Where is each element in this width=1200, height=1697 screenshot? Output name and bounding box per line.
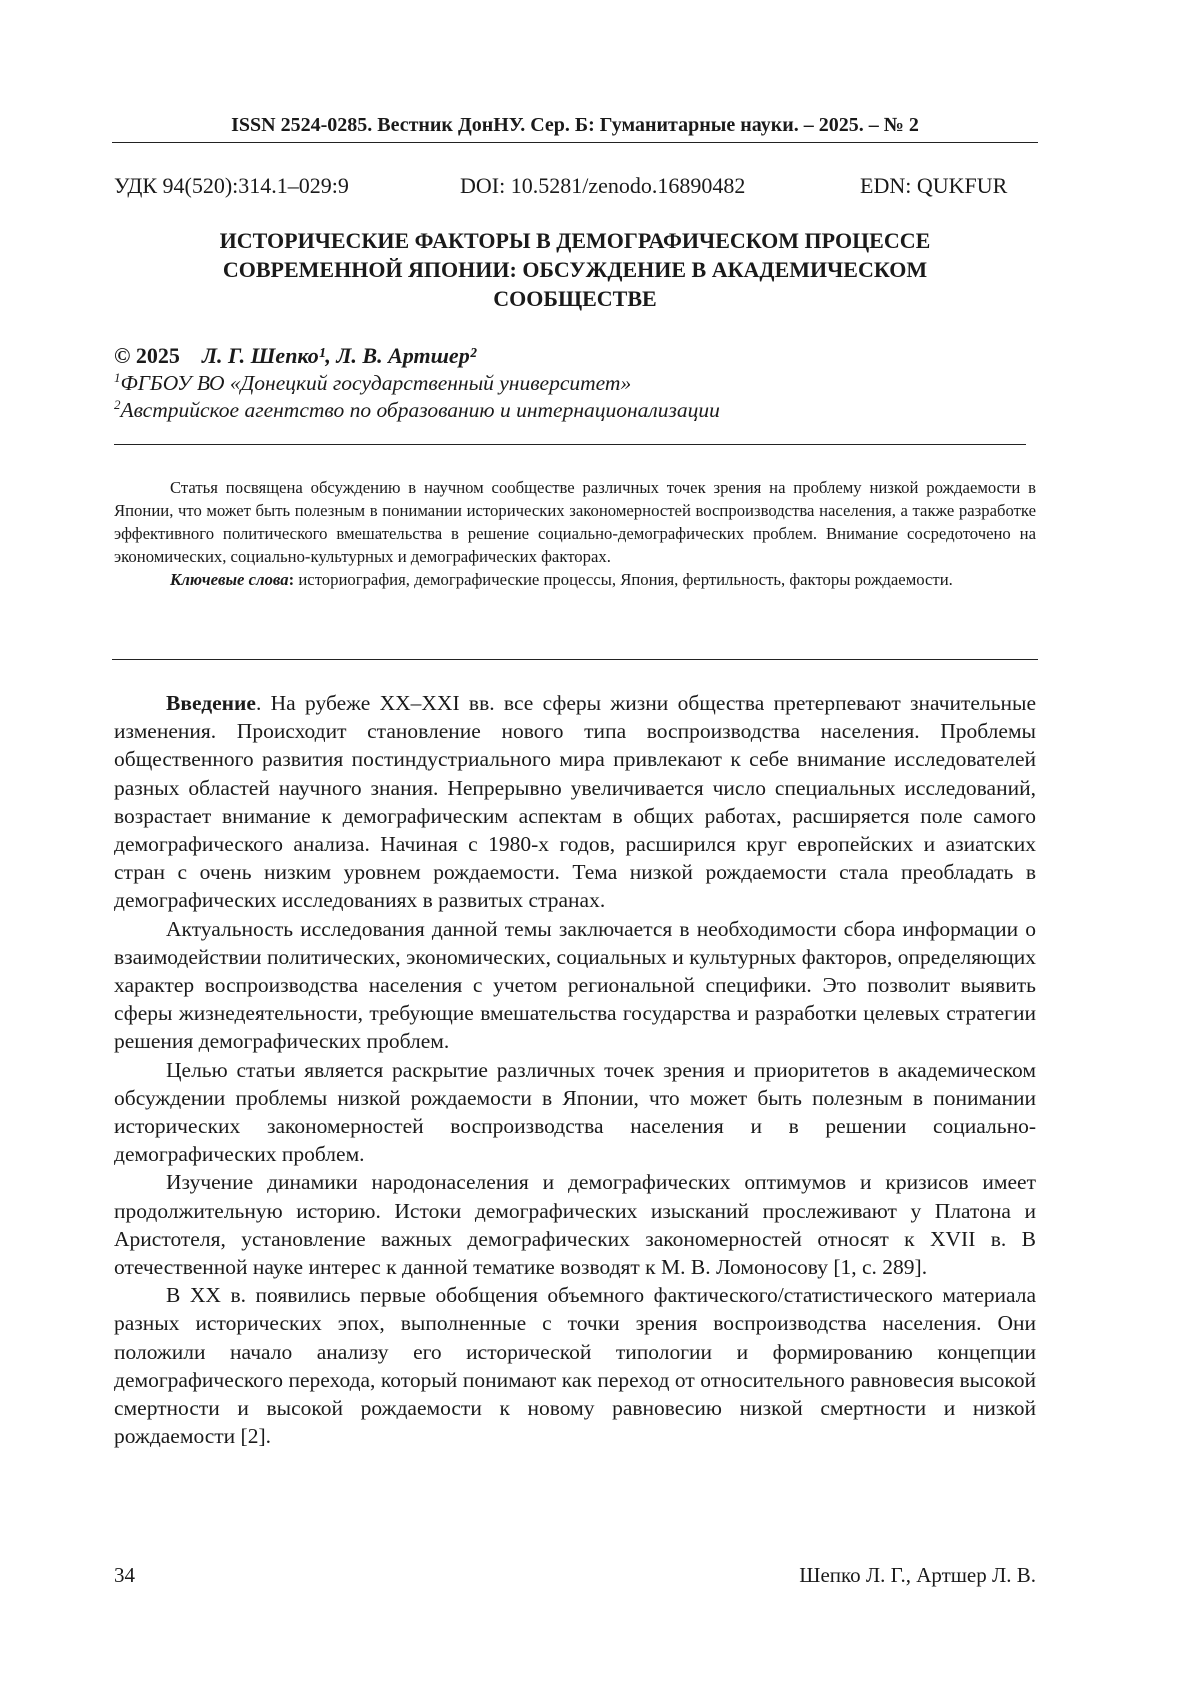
authors-rule: [114, 444, 1026, 445]
article-body: [114, 689, 1036, 1450]
article-title: ИСТОРИЧЕСКИЕ ФАКТОРЫ В ДЕМОГРАФИЧЕСКОМ ПРОЦЕССЕ СОВРЕМЕННОЙ ЯПОНИИ: ОБСУЖДЕНИЕ В АКАДЕМИЧЕСКОМ СООБЩЕСТВЕ: [219, 228, 931, 311]
copyright-year: © 2025: [114, 343, 180, 368]
affiliation-2: [114, 397, 720, 423]
doi: DOI: 10.5281/zenodo.16890482: [460, 173, 746, 198]
paragraph-2: Актуальность исследования данной темы заключается в необходимости сбора информации о взаимодействии политических, экономических, социальных и культурных факторов, определяющих характер воспроизводства населения с учетом региональной специфики. Это позволит выявить сферы жизнедеятельности, требующие вмешательства государства и разработки целевых стратегии решения демографических проблем.: [114, 916, 1036, 1054]
abstract: [114, 476, 1036, 591]
introduction-label: Введение: [166, 691, 256, 715]
paragraph-4: Изучение динамики народонаселения и демографических оптимумов и кризисов имеет продолжительную историю. Истоки демографических изысканий прослеживают у Платона и Аристотеля, установление важных демографических закономерностей относят к XVII в. В отечественной науке интерес к данной тематике возводят к М. В. Ломоносову [1, с. 289].: [114, 1170, 1036, 1280]
affiliation-1: [114, 370, 631, 396]
keywords-text: историография, демографические процессы, Япония, фертильность, факторы рождаемости.: [298, 570, 953, 589]
keywords-label: Ключевые слова: [170, 570, 289, 589]
paragraph-1-text: . На рубеже XX–XXI вв. все сферы жизни общества претерпевают значительные изменения. Происходит становление нового типа воспроизводства населения. Проблемы общественного развития постиндустриального мира привлекают к себе внимание исследователей разных областей научного знания. Непрерывно увеличивается число специальных исследований, возрастает внимание к демографическим аспектам в общих работах, расширяется поле самого демографического анализа. Начиная с 1980-х годов, расширился круг европейских и азиатских стран с очень низким уровнем рождаемости. Тема низкой рождаемости стала преобладать в демографических исследованиях в развитых странах.: [114, 691, 1036, 913]
abstract-text: Статья посвящена обсуждению в научном сообществе различных точек зрения на проблему низкой рождаемости в Японии, что может быть полезным в понимании исторических закономерностей воспроизводства населения, а также разработке эффективного политического вмешательства в решение социально-демографических проблем. Внимание сосредоточено на экономических, социально-культурных и демографических факторах.: [114, 478, 1036, 566]
footer-authors: Шепко Л. Г., Артшер Л. В.: [799, 1563, 1036, 1587]
keywords: Ключевые слова: историография, демографические процессы, Япония, фертильность, факторы рождаемости.: [170, 570, 953, 589]
paragraph-5: В XX в. появились первые обобщения объемного фактического/статистического материала разных исторических эпох, выполненные с точки зрения воспроизводства населения. Они положили начало анализу его исторической типологии и формированию концепции демографического перехода, который понимают как переход от относительного равновесия высокой смертности и высокой рождаемости к новому равновесию низкой смертности и низкой рождаемости [2].: [114, 1283, 1036, 1449]
affiliation-mark-2: 2: [114, 397, 121, 412]
abstract-rule: [112, 659, 1038, 660]
affiliation-mark-1: 1: [114, 370, 121, 385]
udk-code: УДК 94(520):314.1–029:9: [114, 173, 349, 198]
paragraph-3: Целью статьи является раскрытие различных точек зрения и приоритетов в академическом обсуждении проблемы низкой рождаемости в Японии, что может быть полезным в понимании исторических закономерностей воспроизводства населения и в решении социально-демографических проблем.: [114, 1057, 1036, 1167]
running-head: ISSN 2524-0285. Вестник ДонНУ. Сер. Б: Гуманитарные науки. – 2025. – № 2: [231, 114, 919, 136]
header-rule: [112, 142, 1038, 143]
affiliation-1-text: ФГБОУ ВО «Донецкий государственный университет»: [120, 371, 632, 396]
author-names: Л. Г. Шепко¹, Л. В. Артшер²: [201, 343, 477, 368]
page-number: 34: [114, 1563, 135, 1587]
authors-line: [114, 343, 476, 369]
paragraph-introduction: [114, 689, 1036, 915]
edn: EDN: QUKFUR: [860, 173, 1008, 198]
affiliation-2-text: Австрийское агентство по образованию и интернационализации: [120, 398, 720, 423]
